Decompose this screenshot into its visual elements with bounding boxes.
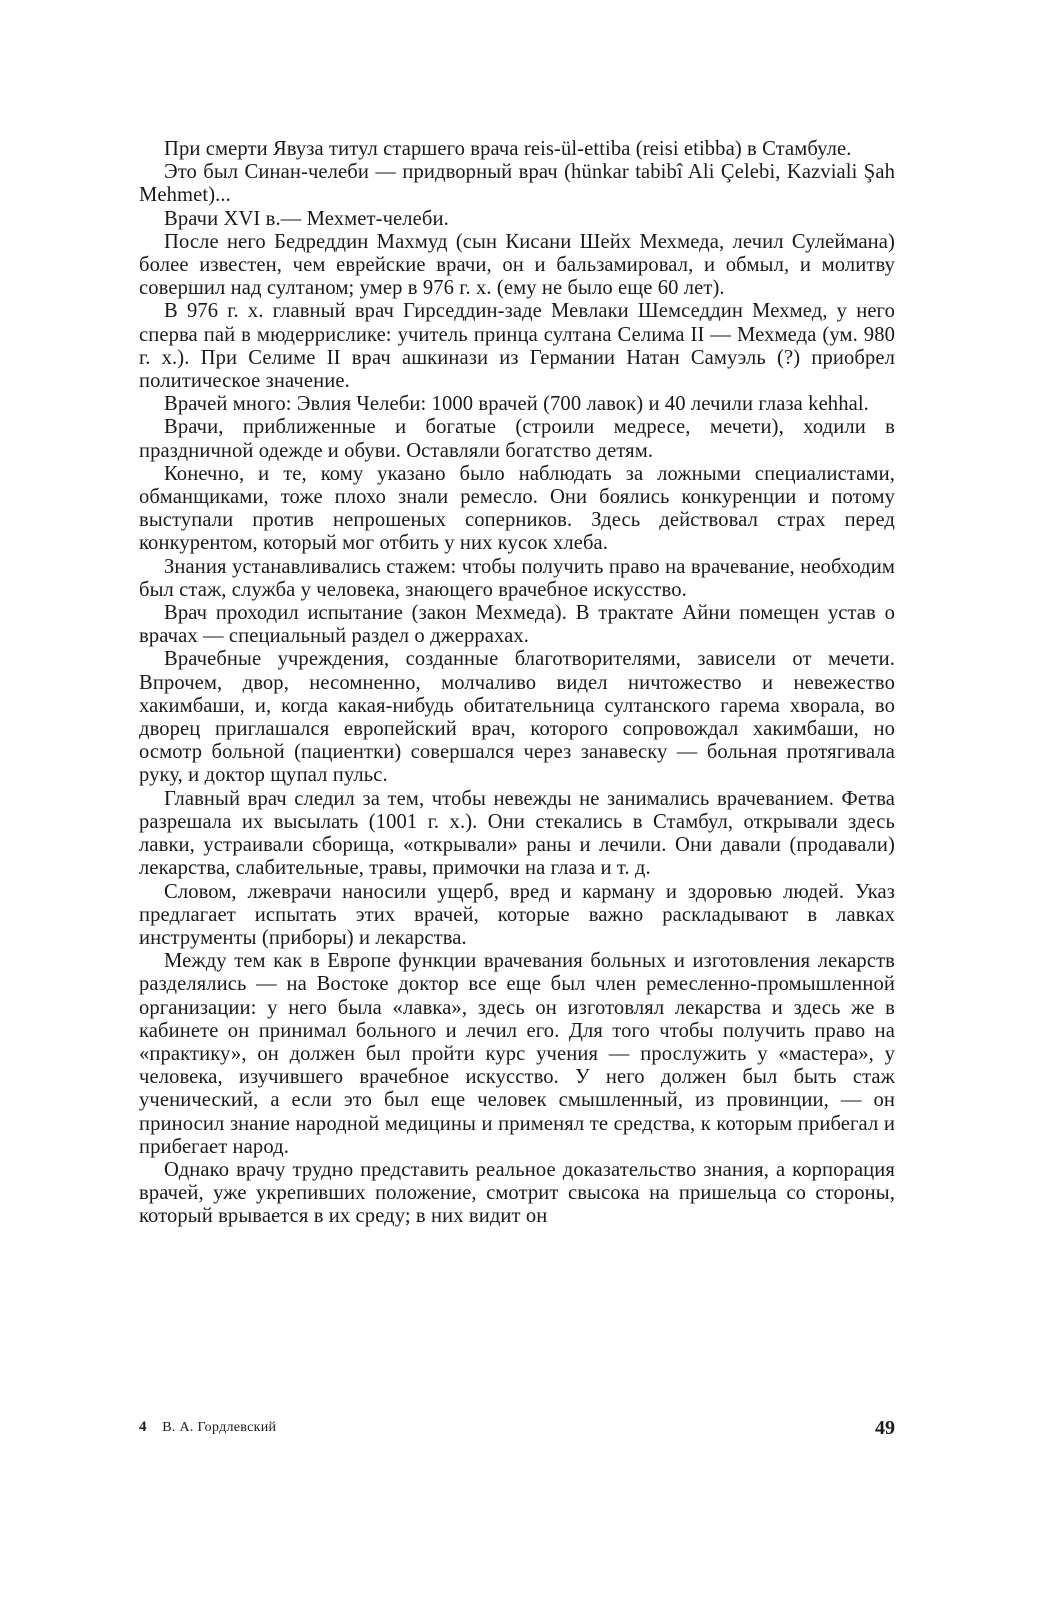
paragraph: Врачи, приближенные и богатые (строили медресе, мечети), ходили в праздничной одежде и обуви. Оставляли богатство детям. bbox=[139, 416, 895, 462]
signature-author: В. А. Гордлевский bbox=[162, 1420, 277, 1435]
paragraph: Конечно, и те, кому указано было наблюдать за ложными специалистами, обманщиками, тоже плохо знали ремесло. Они боялись конкуренции и потому выступали против непрошеных соперников. Здесь действовал страх перед конкурентом, который мог отбить у них кусок хлеба. bbox=[139, 462, 895, 555]
paragraph: Это был Синан-челеби — придворный врач (hünkar tabibî Ali Çelebi, Kazviali Şah Mehmet)... bbox=[139, 161, 895, 207]
paragraph: Между тем как в Европе функции врачевания больных и изготовления лекарств разделялись — на Востоке доктор все еще был член ремесленно-промышленной организации: у него была «лавка», здесь он изготовлял лекарства и здесь же в кабинете он принимал больного и лечил его. Для того чтобы получить право на «практику», он должен был пройти курс учения — прослужить у «мастера», у человека, изучившего врачебное искусство. У него должен был быть стаж ученический, а если это был еще человек смышленный, из провинции, — он приносил знание народной медицины и применял те средства, к которым прибегал и прибегает народ. bbox=[139, 950, 895, 1158]
page-text-block bbox=[139, 138, 895, 1438]
printer-signature bbox=[139, 1419, 276, 1436]
paragraph: В 976 г. х. главный врач Гирседдин-заде Мевлаки Шемседдин Мехмед, у него сперва пай в мюдеррислике: учитель принца султана Селима II — Мехмеда (ум. 980 г. х.). При Селиме II врач ашкинази из Германии Натан Самуэль (?) приобрел политическое значение. bbox=[139, 300, 895, 393]
paragraph: При смерти Явуза титул старшего врача reis-ül-ettiba (reisi etibba) в Стамбуле. bbox=[164, 138, 852, 160]
paragraph: Врачей много: Эвлия Челеби: 1000 врачей (700 лавок) и 40 лечили глаза kehhal. bbox=[164, 393, 869, 416]
paragraph: После него Бедреддин Махмуд (сын Кисани Шейх Мехмеда, лечил Сулеймана) более известен, чем еврейские врачи, он и бальзамировал, и обмыл, и молитву совершил над султаном; умер в 976 г. х. (ему не было еще 60 лет). bbox=[139, 230, 895, 300]
paragraph: Знания устанавливались стажем: чтобы получить право на врачевание, необходим был стаж, служба у человека, знающего врачебное искусство. bbox=[139, 555, 895, 601]
page-footer bbox=[139, 1419, 895, 1445]
paragraph: Врачи XVI в.— Мехмет-челеби. bbox=[164, 207, 449, 230]
paragraph: Врачебные учреждения, созданные благотворителями, зависели от мечети. Впрочем, двор, несомненно, молчаливо видел ничтожество и невежество хакимбаши, и, когда какая-нибудь обитательница султанского гарема хворала, во дворец приглашался европейский врач, которого сопровождал хакимбаши, но осмотр больной (пациентки) совершался через занавеску — больная протягивала руку, и доктор щупал пульс. bbox=[139, 648, 895, 787]
paragraph: Главный врач следил за тем, чтобы невежды не занимались врачеванием. Фетва разрешала их высылать (1001 г. х.). Они стекались в Стамбул, открывали здесь лавки, устраивали сборища, «открывали» раны и лечили. Они давали (продавали) лекарства, слабительные, травы, примочки на глаза и т. д. bbox=[139, 787, 895, 880]
page-number: 49 bbox=[875, 1417, 895, 1439]
signature-number: 4 bbox=[139, 1419, 147, 1435]
paragraph: Врач проходил испытание (закон Мехмеда). В трактате Айни помещен устав о врачах — специальный раздел о джеррахах. bbox=[139, 602, 895, 648]
paragraph: Словом, лжеврачи наносили ущерб, вред и карману и здоровью людей. Указ предлагает испытать этих врачей, которые важно раскладывают в лавках инструменты (приборы) и лекарства. bbox=[139, 880, 895, 949]
paragraph: Однако врачу трудно представить реальное доказательство знания, а корпорация врачей, уже укрепивших положение, смотрит свысока на пришельца со стороны, который врывается в их среду; в них видит он bbox=[139, 1158, 895, 1228]
